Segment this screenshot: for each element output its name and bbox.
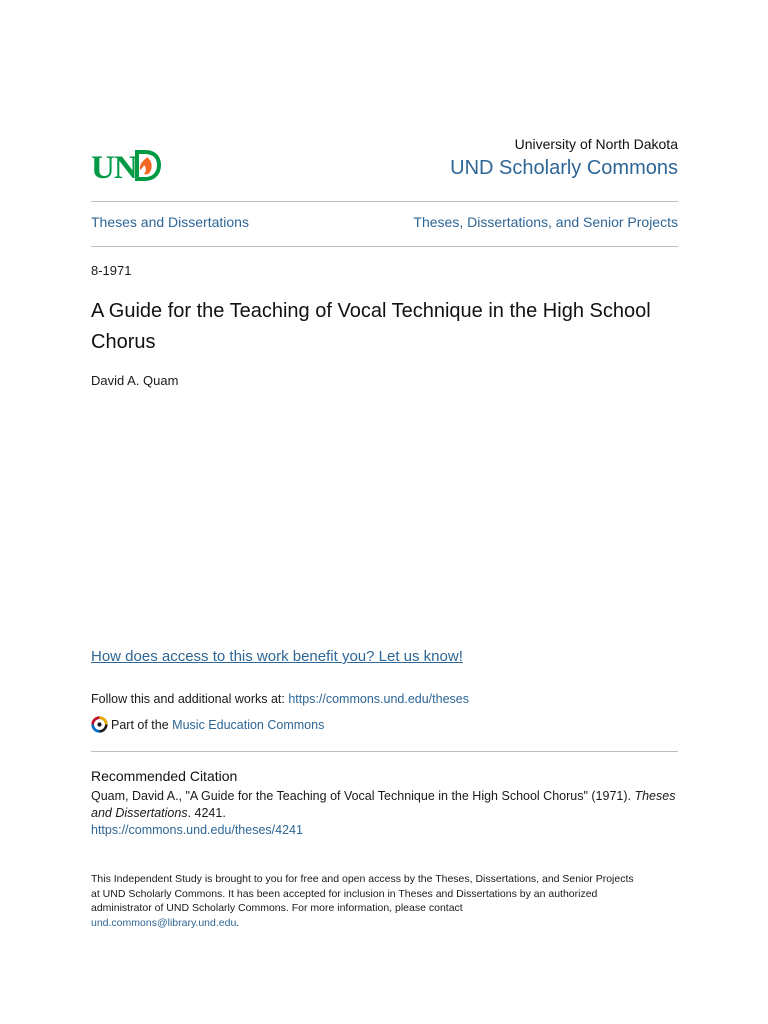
citation-text: Quam, David A., "A Guide for the Teaching of Vocal Technique in the High School Chorus" (1971). — [91, 789, 635, 803]
author-name: David A. Quam — [91, 373, 179, 388]
network-commons-icon — [91, 716, 108, 733]
repository-link[interactable]: UND Scholarly Commons — [450, 157, 678, 179]
follow-label: Follow this and additional works at: — [91, 692, 289, 706]
collection-link[interactable]: Theses and Dissertations — [91, 214, 249, 230]
access-statement-text: This Independent Study is brought to you for free and open access by the Theses, Dissertations, and Senior Projects at UND Scholarly Commons. It has been accepted for inclusion in Theses and Dissertations by an authorized administrator of UND Scholarly Commons. For more information, please contact — [91, 873, 634, 914]
citation-heading: Recommended Citation — [91, 768, 238, 784]
divider — [91, 246, 678, 247]
divider — [91, 751, 678, 752]
part-of-line — [91, 716, 324, 733]
publication-date: 8-1971 — [91, 263, 132, 278]
document-title: A Guide for the Teaching of Vocal Technique in the High School Chorus — [91, 300, 651, 353]
header — [91, 130, 678, 190]
access-statement-end: . — [236, 916, 240, 929]
citation-series: Theses and Dissertations — [91, 789, 676, 820]
citation-number: . 4241. — [187, 806, 226, 820]
follow-line — [91, 692, 469, 706]
theses-url-link[interactable]: https://commons.und.edu/theses — [288, 692, 469, 706]
citation-url-link[interactable]: https://commons.und.edu/theses/4241 — [91, 823, 303, 837]
university-name: University of North Dakota — [514, 136, 678, 152]
part-of-label: Part of the — [111, 717, 169, 732]
feedback-link[interactable]: How does access to this work benefit you? Let us know! — [91, 648, 463, 665]
access-statement — [91, 872, 636, 930]
divider — [91, 201, 678, 202]
citation-block — [91, 788, 678, 839]
und-logo — [91, 148, 161, 182]
contact-email-link[interactable]: und.commons@library.und.edu — [91, 916, 237, 929]
parent-collection-link[interactable]: Theses, Dissertations, and Senior Projects — [413, 214, 678, 230]
svg-text:UN: UN — [91, 150, 137, 182]
music-education-commons-link[interactable]: Music Education Commons — [172, 717, 325, 732]
